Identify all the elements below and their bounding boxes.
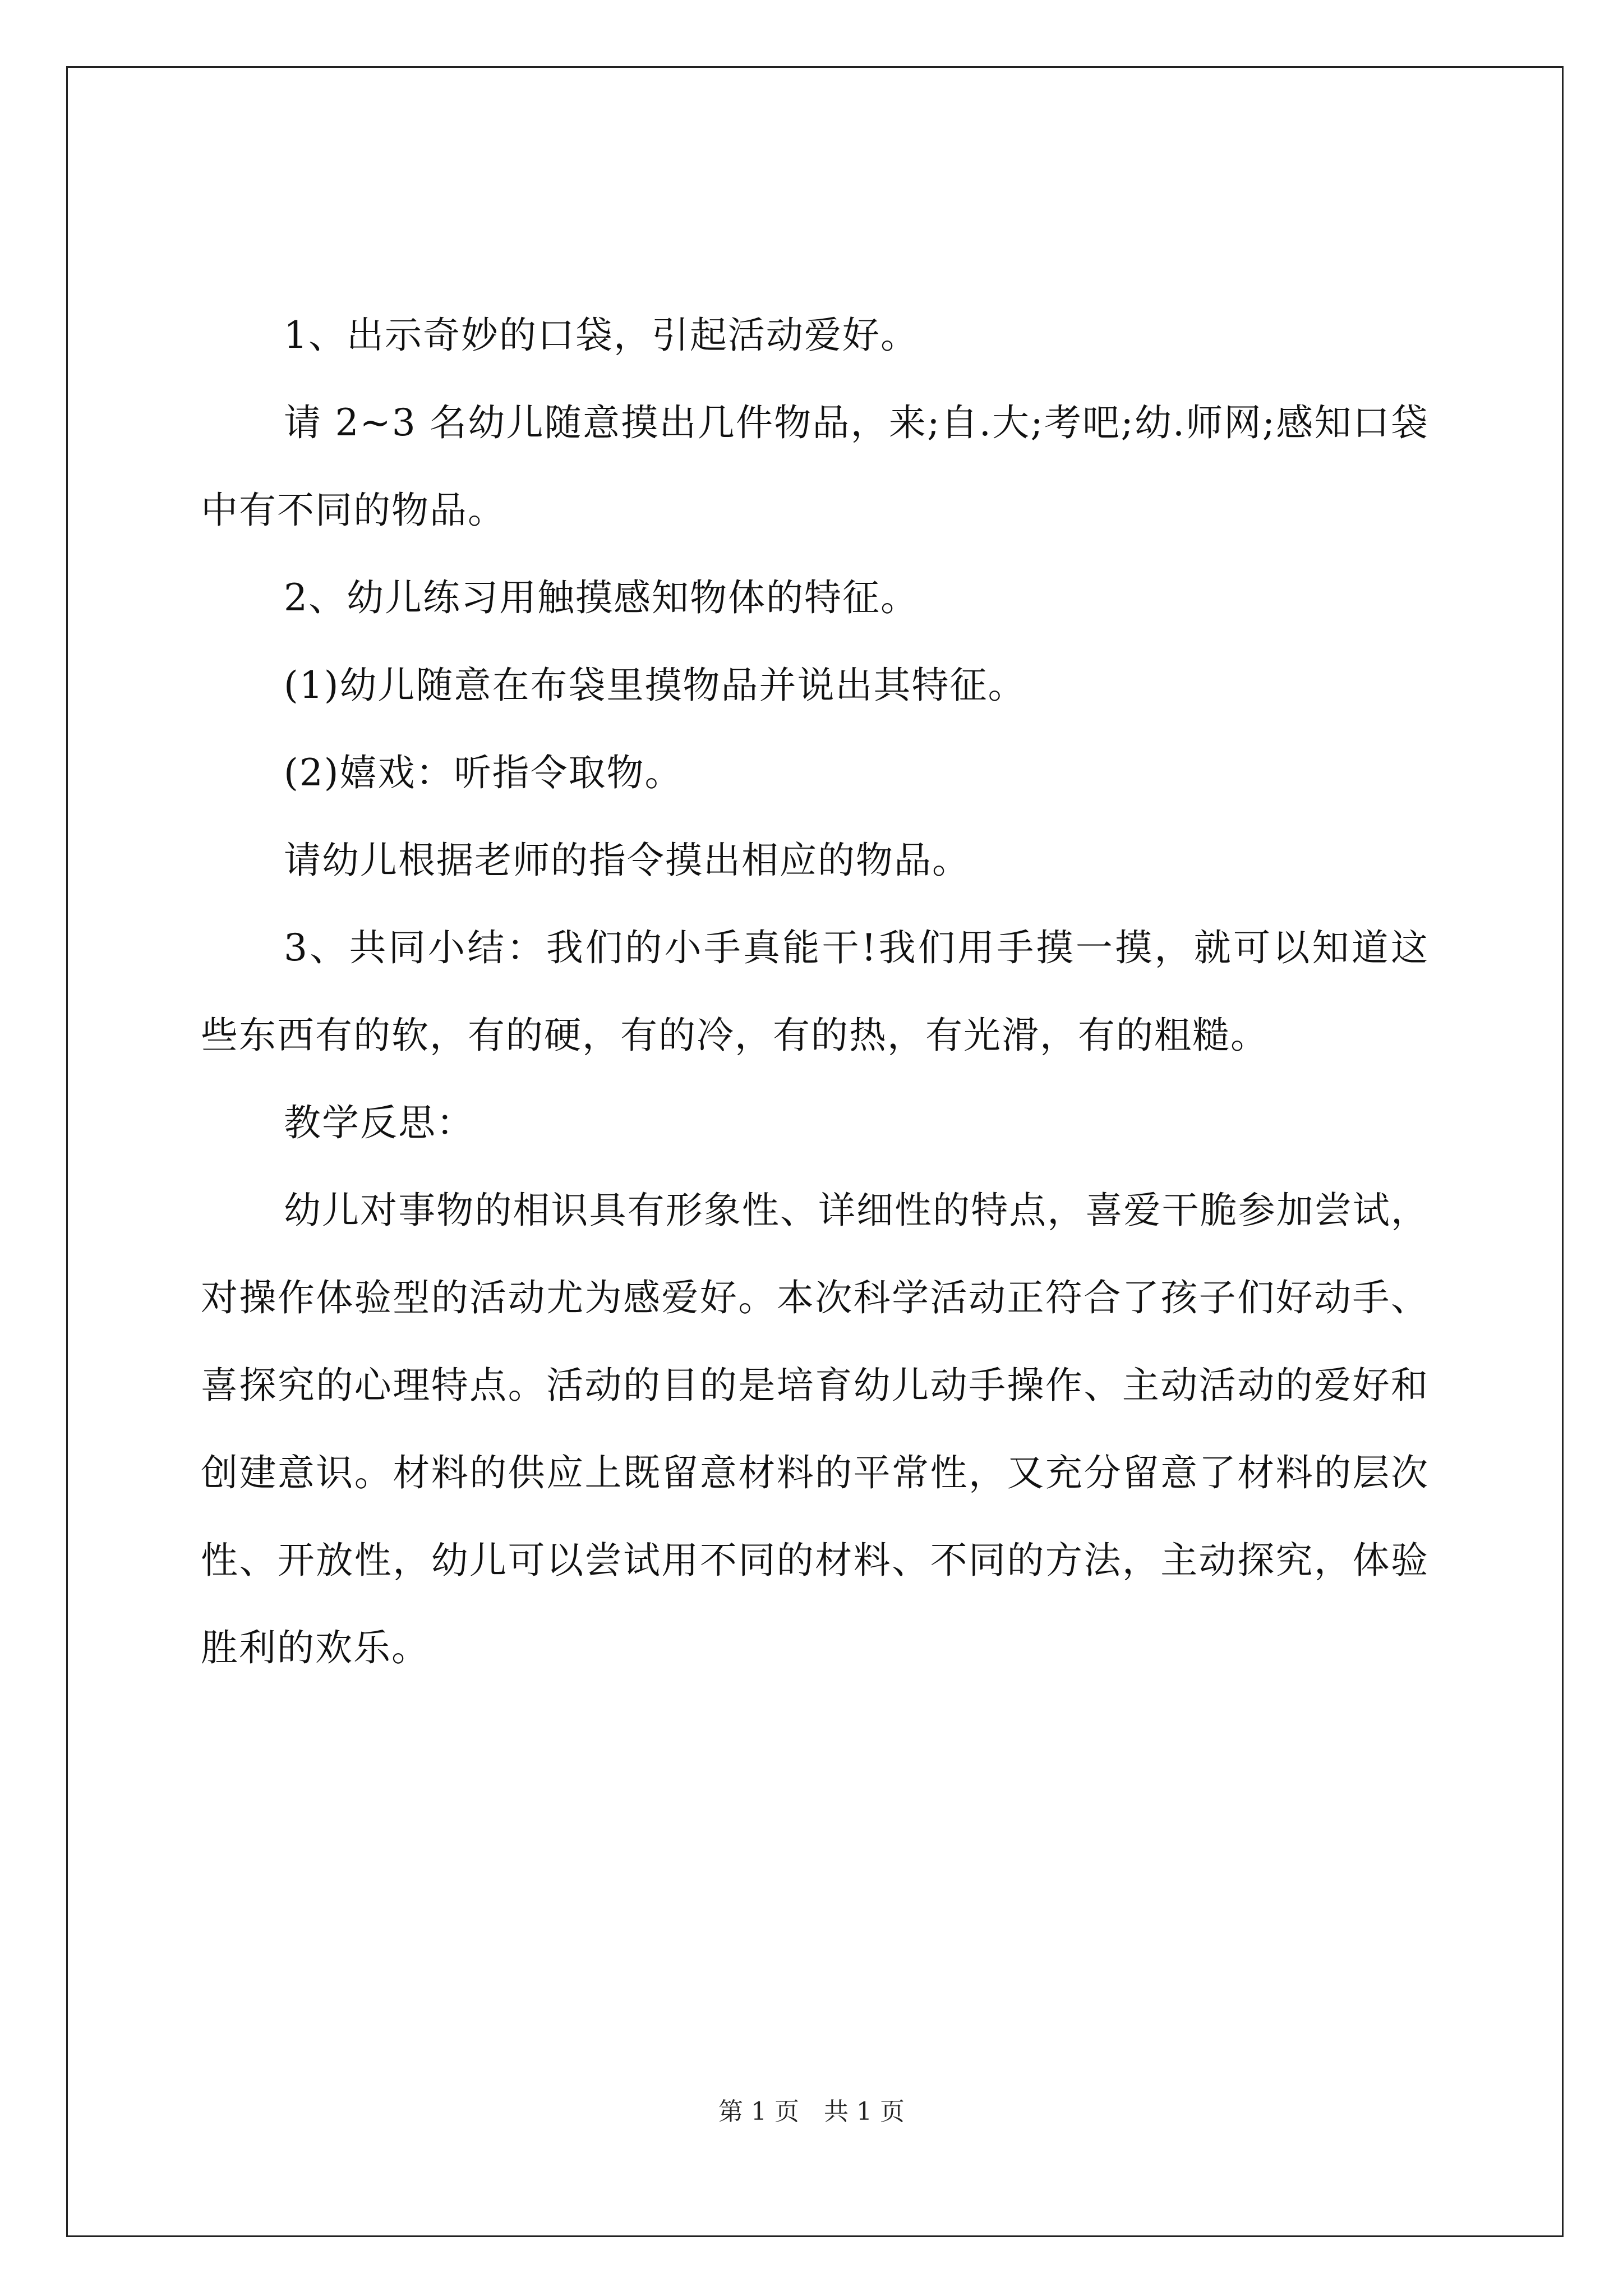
paragraph-7: 3、共同小结：我们的小手真能干!我们用手摸一摸，就可以知道这些东西有的软，有的硬，有的冷，有的热，有光滑，有的粗糙。 — [201, 926, 1429, 1057]
paragraph-2: 请 2~3 名幼儿随意摸出几件物品，来;自.大;考吧;幼.师网;感知口袋中有不同的物品。 — [201, 401, 1429, 532]
paragraph-5: (2)嬉戏：听指令取物。 — [284, 751, 683, 794]
paragraph-8: 教学反思： — [284, 1101, 474, 1144]
paragraph-3: 2、幼儿练习用触摸感知物体的特征。 — [284, 576, 919, 619]
paragraph-9: 幼儿对事物的相识具有形象性、详细性的特点，喜爱干脆参加尝试，对操作体验型的活动尤为感爱好。本次科学活动正符合了孩子们好动手、喜探究的心理特点。活动的目的是培育幼儿动手操作、主动活动的爱好和创建意识。材料的供应上既留意材料的平常性，又充分留意了材料的层次性、开放性，幼儿可以尝试用不同的材料、不同的方法，主动探究，体验胜利的欢乐。 — [201, 1189, 1429, 1669]
paragraph-6: 请幼儿根据老师的指令摸出相应的物品。 — [284, 839, 970, 882]
document-body — [201, 292, 1429, 1692]
paragraph-4: (1)幼儿随意在布袋里摸物品并说出其特征。 — [284, 664, 1026, 707]
paragraph-1: 1、出示奇妙的口袋，引起活动爱好。 — [284, 314, 919, 357]
page-total: 共 1 页 — [824, 2097, 905, 2126]
page-footer — [0, 2095, 1623, 2129]
page-number: 第 1 页 — [718, 2097, 799, 2126]
